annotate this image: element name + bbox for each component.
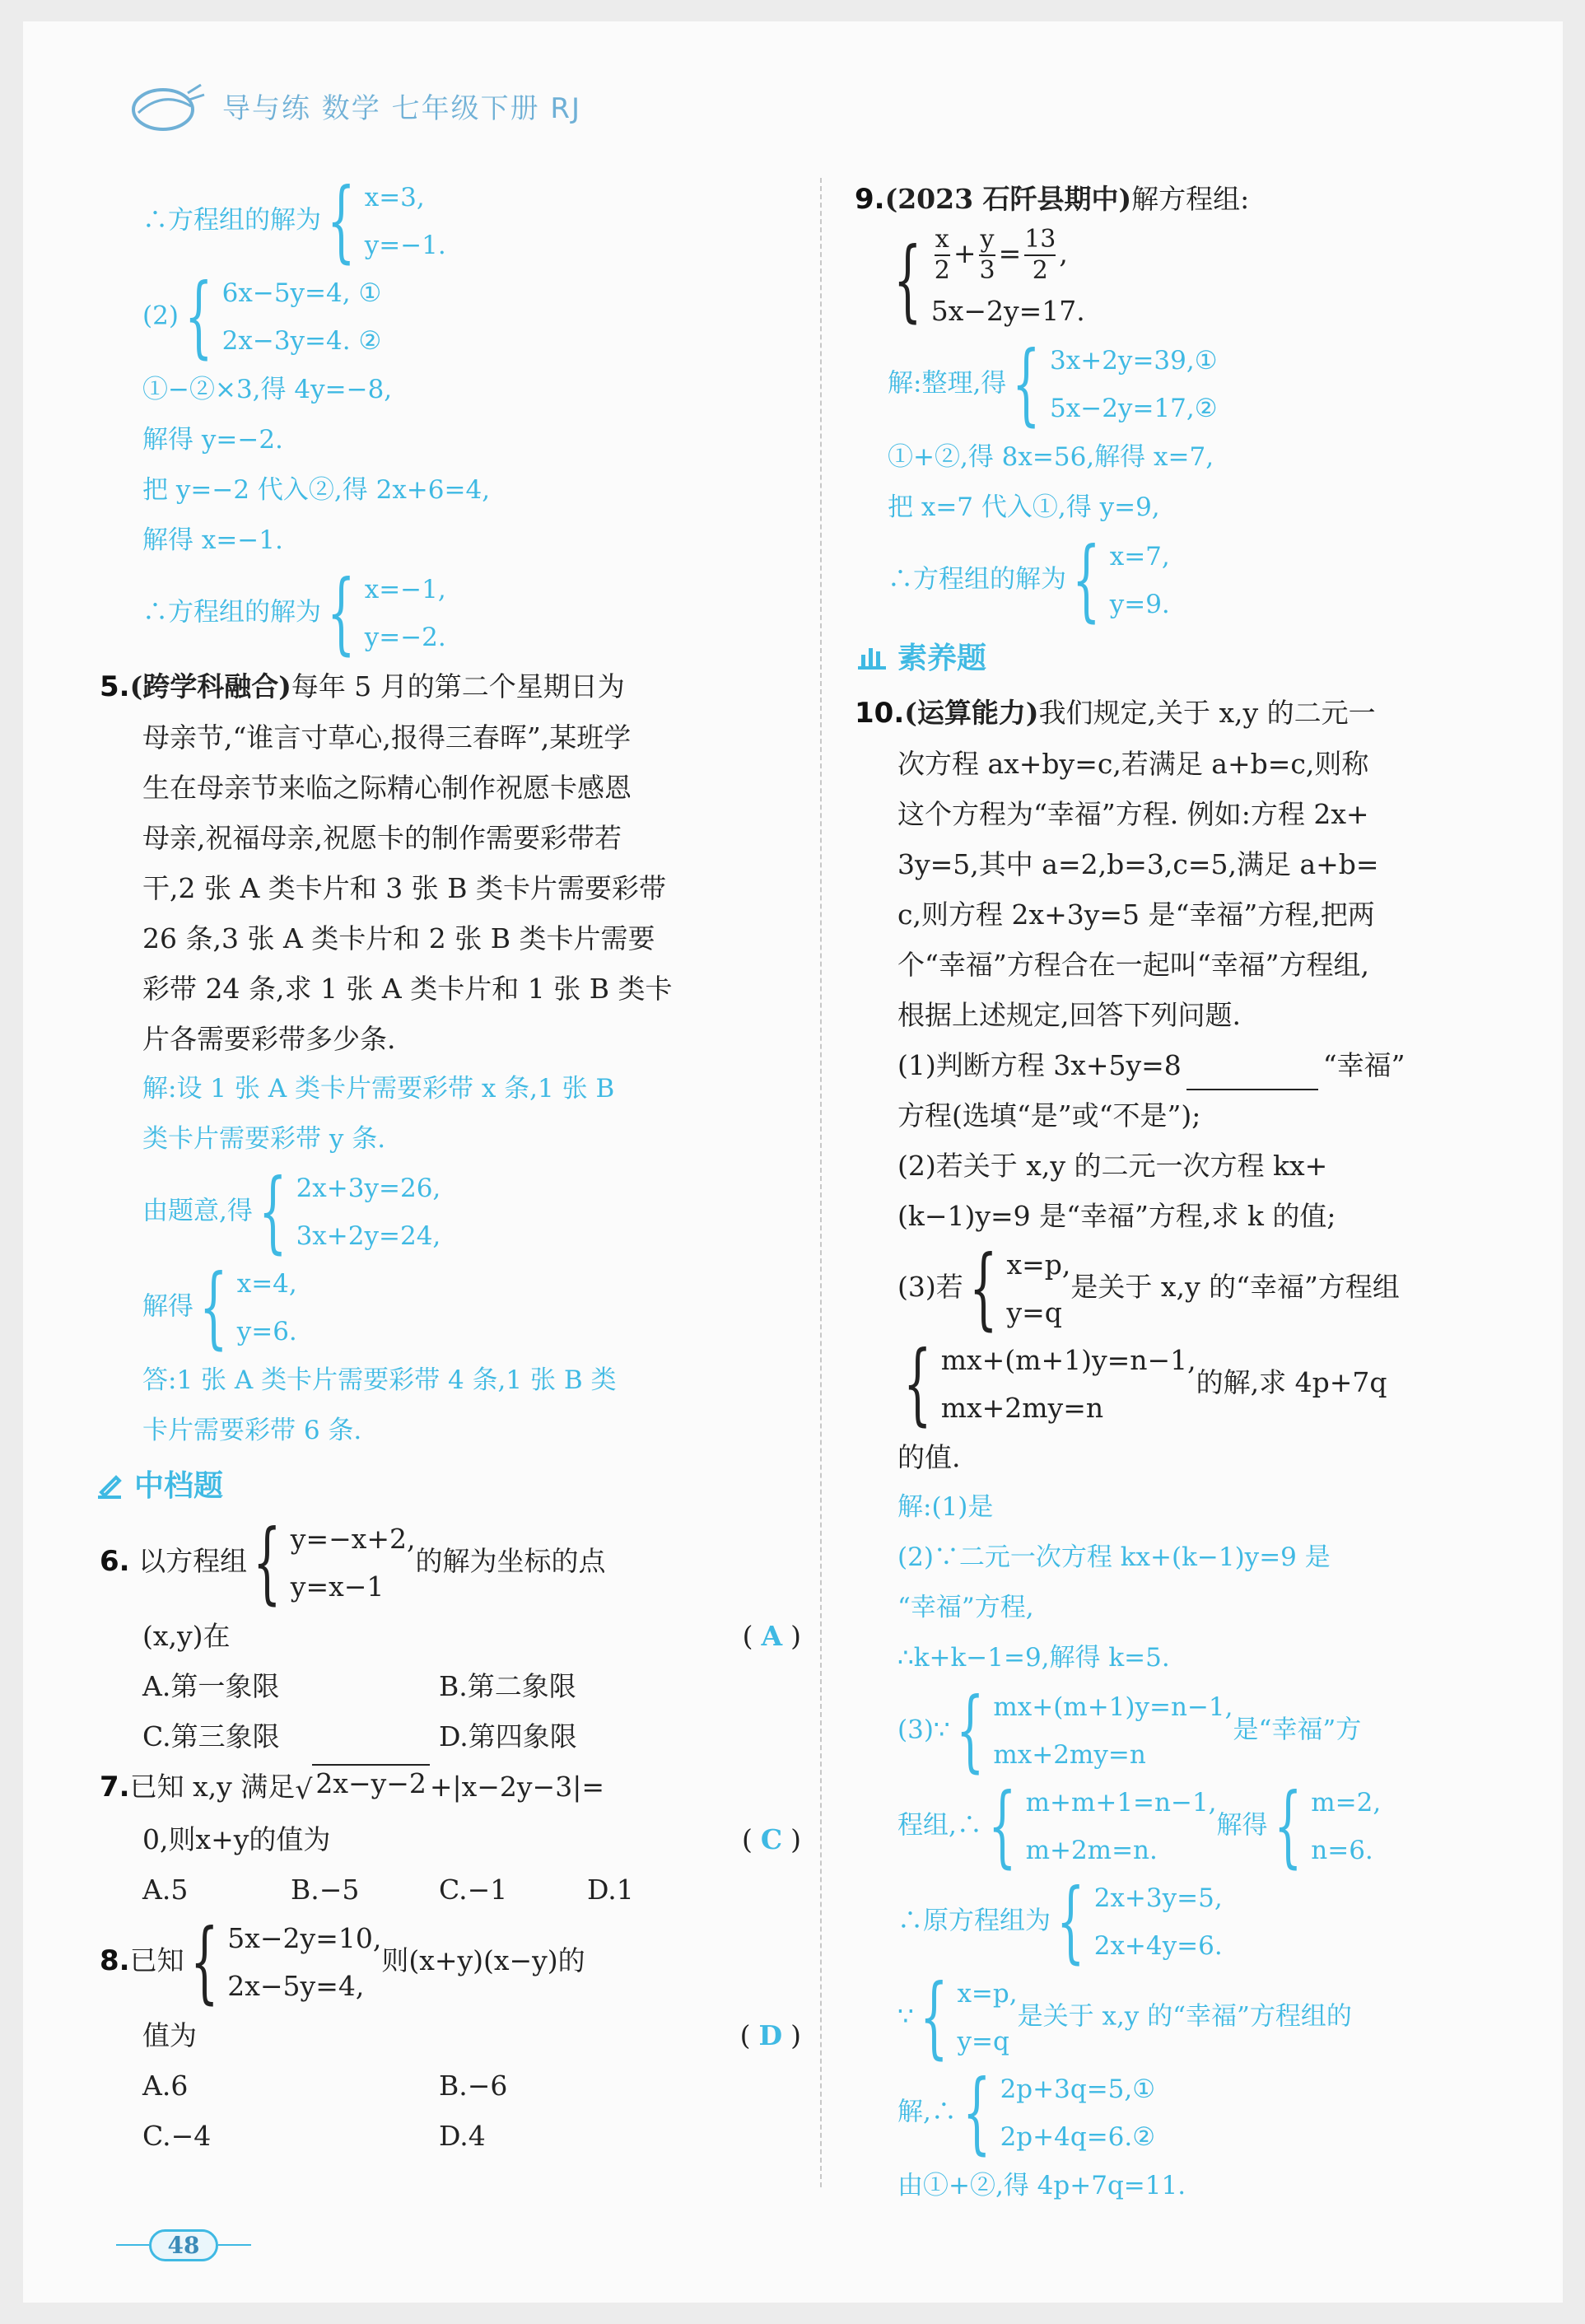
solution-step: 类卡片需要彩带 y 条.: [142, 1124, 386, 1154]
equation-system: { 2x+3y=5, 2x+4y=6.: [1056, 1870, 1223, 1973]
pencil-icon: [93, 1469, 126, 1502]
denominator: 2: [934, 256, 950, 285]
question-text: 方程(选填“是”或“不是”);: [897, 1099, 1201, 1132]
solution-step: ∴k+k−1=9,解得 k=5.: [897, 1643, 1170, 1673]
equation-system: { 5x−2y=10, 2x−5y=4,: [189, 1910, 382, 2014]
eq-row: x=−1,: [364, 575, 446, 604]
answer-choice: A: [761, 1620, 783, 1652]
solution-step: 解得 y=−2.: [142, 425, 283, 455]
eq-row: 2x+3y=5,: [1093, 1883, 1223, 1913]
equation-system: { x=p, y=q: [968, 1237, 1071, 1340]
numerator: x: [935, 225, 949, 254]
question-text: 这个方程为“幸福”方程. 例如:方程 2x+: [897, 798, 1369, 830]
option: B.−6: [439, 2069, 508, 2102]
eq-row: x=4,: [236, 1269, 297, 1299]
solution-label: 解:整理,得: [888, 368, 1007, 399]
option: C.−4: [142, 2119, 212, 2152]
fill-blank[interactable]: [1186, 1057, 1318, 1090]
question-text: 彩带 24 条,求 1 张 A 类卡片和 1 张 B 类卡: [142, 973, 673, 1005]
question-text: 片各需要彩带多少条.: [142, 1023, 396, 1055]
page-number-label: 48: [149, 2229, 219, 2261]
solution-step: 解:设 1 张 A 类卡片需要彩带 x 条,1 张 B: [142, 1074, 615, 1104]
question-tag: (运算能力): [904, 697, 1039, 729]
fraction: [1024, 225, 1056, 286]
question-text: (3)若: [897, 1271, 963, 1303]
eq-row: y=x−1: [290, 1570, 385, 1603]
option: D.4: [439, 2119, 486, 2152]
column-divider: [820, 178, 822, 2187]
solution-step: 解:(1)是: [897, 1492, 994, 1522]
eq-row: n=6.: [1311, 1836, 1373, 1865]
solution-step: 把 x=7 代入①,得 y=9,: [888, 492, 1160, 522]
eq-row: x=7,: [1109, 542, 1170, 572]
page: [23, 21, 1563, 2303]
eq-row: y=−2.: [364, 623, 446, 652]
solution-label: 由题意,得: [142, 1196, 253, 1226]
option: D.第四象限: [439, 1720, 577, 1752]
option: A.5: [142, 1873, 189, 1906]
equation-system: { y=−x+2, y=x−1: [253, 1511, 416, 1614]
eq-row: x=p,: [957, 1979, 1018, 2009]
solution-label: ∴方程组的解为: [142, 205, 321, 236]
answer-bracket: ( D ): [739, 2018, 801, 2051]
option: B.−5: [291, 1873, 360, 1906]
question-text: (k−1)y=9 是“幸福”方程,求 k 的值;: [897, 1200, 1336, 1232]
equation-system: { x=p, y=q: [919, 1966, 1018, 2069]
question-text: 以方程组: [138, 1545, 248, 1577]
eq-row: 5x−2y=10,: [227, 1921, 382, 1954]
fraction: [935, 225, 950, 286]
eq-row: 3x+2y=39,①: [1050, 346, 1218, 376]
question-number: 7.: [100, 1771, 130, 1804]
option: A.6: [142, 2069, 189, 2102]
solution-step: ①−②×3,得 4y=−8,: [142, 375, 393, 404]
eq-row: mx+2my=n: [940, 1392, 1104, 1424]
denominator: 2: [1032, 256, 1048, 285]
eq-row: 2p+3q=5,①: [1000, 2074, 1156, 2104]
question-text: (2)若关于 x,y 的二元一次方程 kx+: [897, 1150, 1328, 1182]
solution-label: (3)∵: [897, 1715, 950, 1745]
question-text: (x,y)在: [142, 1620, 231, 1652]
question-number: 8.: [100, 1944, 130, 1977]
question-text: 已知: [129, 1944, 184, 1976]
solution-label: ∵: [897, 2001, 914, 2032]
question-number: 10.: [855, 697, 905, 730]
question-text: 则(x+y)(x−y)的: [381, 1944, 585, 1976]
eq-row: 2p+4q=6.②: [1000, 2122, 1156, 2152]
solution-label: ∴方程组的解为: [142, 597, 321, 628]
question-text: (1)判断方程 3x+5y=8: [897, 1049, 1182, 1081]
solution-step: 把 y=−2 代入②,得 2x+6=4,: [142, 475, 491, 505]
solution-step: (2)∵二元一次方程 kx+(k−1)y=9 是: [897, 1542, 1331, 1572]
question-number: 6.: [100, 1545, 130, 1578]
equation-system: { 2x+3y=26, 3x+2y=24,: [259, 1160, 441, 1263]
part-label: (2): [142, 301, 179, 331]
fraction: [979, 225, 995, 286]
question-10: [855, 688, 1513, 2211]
solution-label: 解,∴: [897, 2097, 957, 2127]
header-title: 导与练 数学 七年级下册 RJ: [222, 91, 582, 125]
equation-system: { 3x+2y=39,① 5x−2y=17,②: [1012, 333, 1218, 436]
eq-row: y=9.: [1109, 590, 1170, 619]
option: A.第一象限: [142, 1670, 280, 1702]
solution-step: 是关于 x,y 的“幸福”方程组的: [1017, 2001, 1352, 2032]
numerator: y: [980, 225, 995, 254]
equation-system: { x=3, y=−1.: [327, 170, 446, 273]
sqrt-expression: √ 2x−y−2: [295, 1764, 430, 1814]
question-text: c,则方程 2x+3y=5 是“幸福”方程,把两: [897, 898, 1375, 931]
equation-system: { 2p+3q=5,① 2p+4q=6.②: [963, 2061, 1156, 2164]
solution-label: 程组,∴: [897, 1810, 982, 1841]
book-logo-icon: [130, 77, 206, 134]
equation-system: { x=−1, y=−2.: [327, 562, 446, 665]
question-8: [100, 1910, 801, 2161]
eq-row: y=−1.: [364, 231, 446, 260]
left-column: [100, 170, 801, 2161]
solution-step: 是“幸福”方: [1233, 1715, 1362, 1745]
right-column: [855, 174, 1513, 2211]
eq-row: y=q: [1006, 1296, 1062, 1328]
eq-row: 2x+4y=6.: [1093, 1931, 1223, 1961]
question-number: 9.: [855, 183, 885, 216]
answer-bracket: ( C ): [741, 1822, 801, 1855]
equation-system: { 6x−5y=4, ① 2x−3y=4. ②: [184, 265, 382, 368]
eq-row: m=2,: [1311, 1788, 1382, 1818]
q4-solution-tail: [142, 170, 801, 665]
solution-label: ∴方程组的解为: [888, 564, 1066, 595]
solution-label: ∴原方程组为: [897, 1906, 1051, 1936]
eq-row: x=3,: [364, 183, 425, 212]
equation-system: { m=2, n=6.: [1273, 1775, 1382, 1878]
question-text: 的解为坐标的点: [415, 1545, 606, 1577]
equation-system: { mx+(m+1)y=n−1, mx+2my=n: [955, 1679, 1233, 1782]
eq-row: 5x−2y=17,②: [1050, 394, 1218, 423]
question-text: 26 条,3 张 A 类卡片和 2 张 B 类卡片需要: [142, 922, 655, 954]
answer-choice: D: [758, 2018, 783, 2051]
solution-label: 解得: [142, 1291, 193, 1322]
question-text: “幸福”: [1322, 1049, 1406, 1081]
solution-step: 由①+②,得 4p+7q=11.: [897, 2171, 1186, 2200]
eq-row: m+2m=n.: [1025, 1836, 1158, 1865]
question-text: 我们规定,关于 x,y 的二元一: [1038, 697, 1376, 729]
answer-choice: C: [760, 1822, 783, 1855]
question-text: 每年 5 月的第二个星期日为: [291, 670, 625, 702]
question-text: 根据上述规定,回答下列问题.: [897, 999, 1241, 1031]
section-title: 中档题: [134, 1468, 224, 1503]
question-tag: (跨学科融合): [129, 670, 291, 702]
eq-row: y=−x+2,: [290, 1523, 416, 1555]
option: B.第二象限: [439, 1670, 576, 1702]
equation-system: { $\frac{x}{2}$ + $\frac{y}{3}$ = $\frac{13}{2}$ , 5x−2y=17.: [888, 225, 1085, 337]
question-7: [100, 1762, 801, 1915]
eq-row: mx+(m+1)y=n−1,: [993, 1692, 1233, 1722]
equation-system: { m+m+1=n−1, m+2m=n.: [988, 1775, 1217, 1878]
question-text: 3y=5,其中 a=2,b=3,c=5,满足 a+b=: [897, 848, 1379, 880]
eq-row: mx+(m+1)y=n−1,: [940, 1344, 1196, 1376]
eq-row: 6x−5y=4, ①: [221, 278, 382, 308]
answer-statement: 答:1 张 A 类卡片需要彩带 4 条,1 张 B 类: [142, 1365, 617, 1395]
question-text: 已知 x,y 满足: [129, 1771, 296, 1803]
equation-system: { x=4, y=6.: [199, 1256, 297, 1359]
eq-row: y=6.: [236, 1317, 297, 1346]
radicand: 2x−y−2: [312, 1764, 430, 1802]
eq-row: 2x−5y=4,: [227, 1969, 365, 2002]
section-title: 素养题: [897, 641, 987, 675]
option: D.1: [587, 1873, 634, 1906]
eq-row: 2x+3y=26,: [296, 1174, 441, 1203]
question-9: [855, 174, 1513, 632]
question-number: 5.: [100, 670, 130, 703]
header: [130, 72, 581, 138]
question-text: +|x−2y−3|=: [429, 1771, 604, 1803]
question-text: 次方程 ax+by=c,若满足 a+b=c,则称: [897, 748, 1369, 780]
eq-row: 5x−2y=17.: [930, 295, 1085, 327]
eq-row: 3x+2y=24,: [296, 1221, 441, 1251]
question-text: 母亲节,“谁言寸草心,报得三春晖”,某班学: [142, 721, 632, 754]
question-text: 解方程组:: [1131, 183, 1250, 215]
option: C.第三象限: [142, 1720, 280, 1752]
denominator: 3: [979, 256, 995, 285]
page-number: [114, 2219, 254, 2271]
eq-row: y=q: [957, 2027, 1009, 2056]
numerator: 13: [1024, 225, 1056, 254]
question-tag: (2023 石阡县期中): [884, 183, 1132, 215]
question-text: 生在母亲节来临之际精心制作祝愿卡感恩: [142, 772, 632, 804]
section-heading-mid: [93, 1456, 801, 1515]
section-heading-top: [855, 628, 1513, 688]
eq-row: 2x−3y=4. ②: [221, 326, 382, 356]
answer-statement: 卡片需要彩带 6 条.: [142, 1416, 362, 1445]
eq-row: $\frac{x}{2}$ + $\frac{y}{3}$ = $\frac{13}{2}$ ,: [934, 225, 1068, 285]
question-text: 值为: [142, 2018, 197, 2051]
eq-row: m+m+1=n−1,: [1025, 1788, 1217, 1818]
bar-chart-icon: [855, 643, 889, 673]
eq-row: mx+2my=n: [993, 1740, 1146, 1770]
solution-label: 解得: [1216, 1810, 1268, 1841]
question-text: 干,2 张 A 类卡片和 3 张 B 类卡片需要彩带: [142, 872, 666, 904]
equation-system: { x=7, y=9.: [1072, 529, 1170, 632]
question-text: 0,则x+y的值为: [142, 1822, 331, 1855]
solution-step: 解得 x=−1.: [142, 525, 283, 555]
equation-system: { mx+(m+1)y=n−1, mx+2my=n: [903, 1332, 1196, 1435]
option: C.−1: [439, 1873, 508, 1906]
question-6: [100, 1511, 801, 1762]
solution-step: ①+②,得 8x=56,解得 x=7,: [888, 442, 1214, 472]
solution-step: “幸福”方程,: [897, 1593, 1034, 1622]
question-text: 是关于 x,y 的“幸福”方程组: [1070, 1271, 1400, 1303]
answer-bracket: ( A ): [742, 1620, 801, 1652]
question-text: 的值.: [897, 1441, 961, 1473]
question-text: 个“幸福”方程合在一起叫“幸福”方程组,: [897, 949, 1369, 981]
eq-row: x=p,: [1006, 1248, 1071, 1281]
question-text: 的解,求 4p+7q: [1196, 1366, 1387, 1398]
question-text: 母亲,祝福母亲,祝愿卡的制作需要彩带若: [142, 822, 622, 854]
question-5: [100, 661, 801, 1456]
